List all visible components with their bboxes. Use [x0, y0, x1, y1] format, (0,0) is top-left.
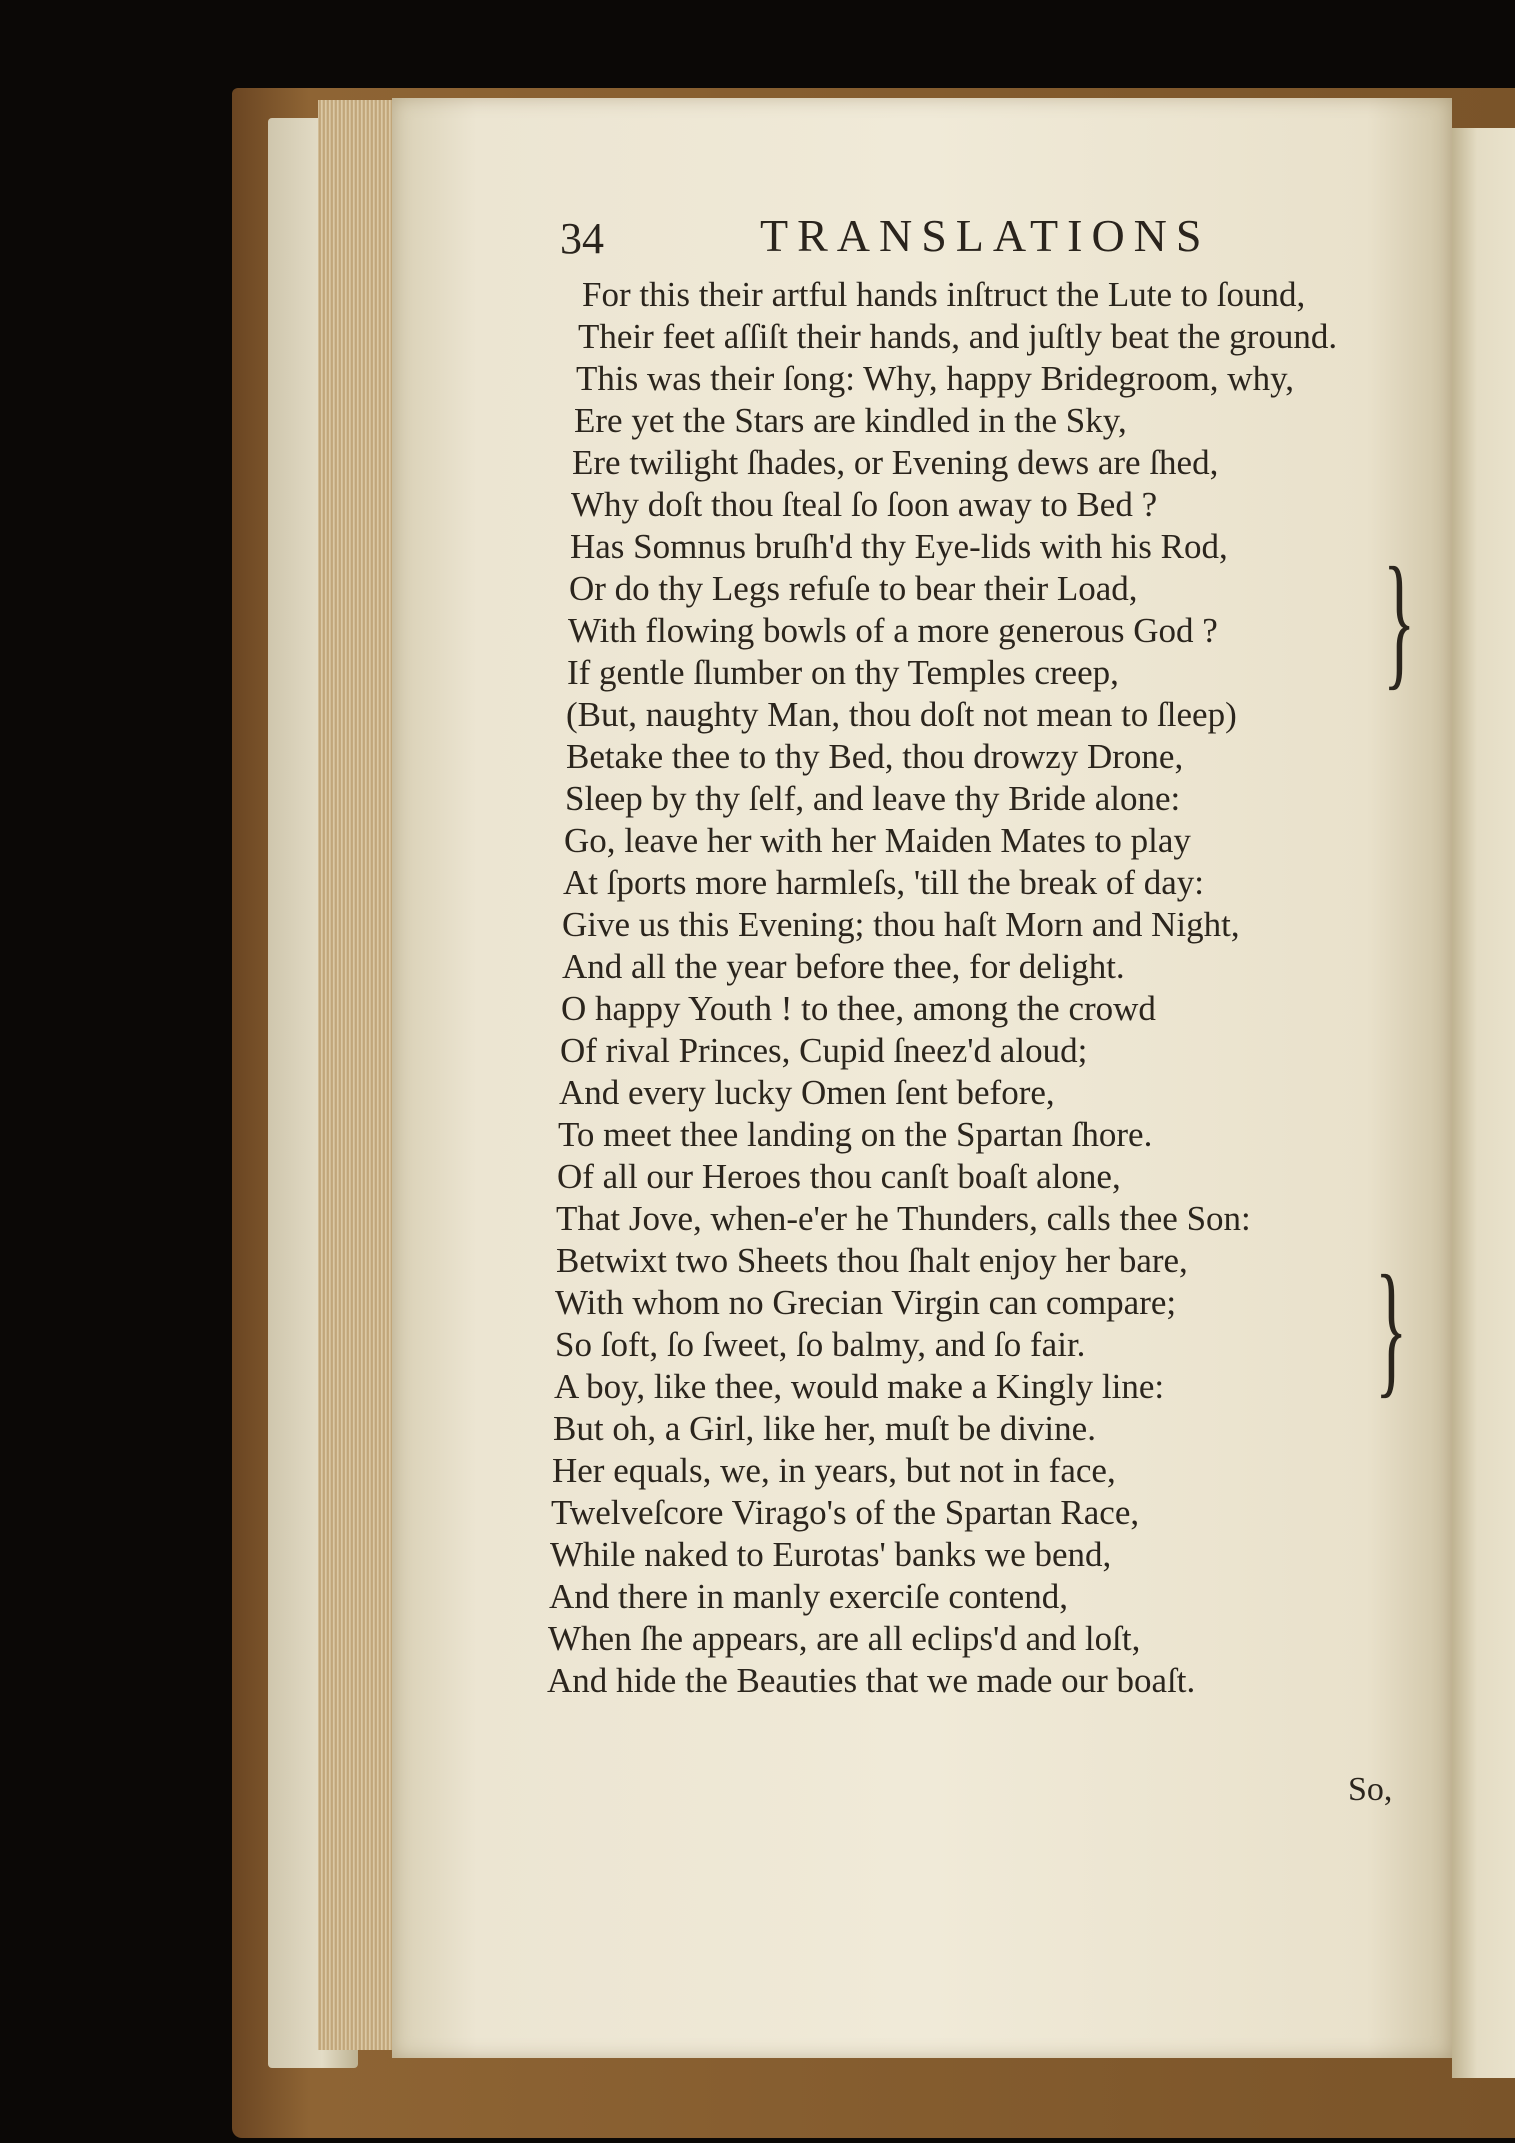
- poem-line: Betwixt two Sheets thou ſhalt enjoy her bare,: [556, 1241, 1188, 1280]
- poem-line: But oh, a Girl, like her, muſt be divine.: [553, 1409, 1096, 1448]
- poem-line: If gentle ſlumber on thy Temples creep,: [567, 653, 1119, 692]
- poem-line: O happy Youth ! to thee, among the crowd: [561, 989, 1156, 1028]
- poem-line: Of rival Princes, Cupid ſneez'd aloud;: [560, 1031, 1088, 1070]
- poem-line: A boy, like thee, would make a Kingly line:: [554, 1367, 1165, 1406]
- poem-line: And all the year before thee, for delight.: [562, 947, 1125, 986]
- poem-line: While naked to Eurotas' banks we bend,: [550, 1535, 1112, 1574]
- poem-line: Of all our Heroes thou canſt boaſt alone,: [557, 1157, 1121, 1196]
- poem-line: Their feet aſſiſt their hands, and juſtly beat the ground.: [578, 317, 1338, 356]
- poem-line: Or do thy Legs refuſe to bear their Load,: [569, 569, 1138, 608]
- poem-line: Ere twilight ſhades, or Evening dews are ſhed,: [572, 443, 1219, 482]
- triplet-brace: }: [1383, 537, 1416, 703]
- poem-line: Twelveſcore Virago's of the Spartan Race,: [551, 1493, 1140, 1532]
- poem-line: This was their ſong: Why, happy Bridegroom, why,: [576, 359, 1295, 398]
- poem-line: And there in manly exerciſe contend,: [549, 1577, 1068, 1616]
- poem-line: And every lucky Omen ſent before,: [559, 1073, 1055, 1112]
- poem-line: (But, naughty Man, thou doſt not mean to ſleep): [566, 695, 1237, 734]
- running-head: TRANSLATIONS: [760, 210, 1211, 261]
- page-number: 34: [560, 214, 604, 263]
- poem-line: At ſports more harmleſs, 'till the break of day:: [563, 863, 1205, 902]
- poem-line: To meet thee landing on the Spartan ſhore.: [558, 1115, 1153, 1154]
- poem-line: Give us this Evening; thou haſt Morn and Night,: [562, 905, 1240, 944]
- poem-line: Has Somnus bruſh'd thy Eye-lids with his Rod,: [570, 527, 1228, 566]
- poem-line: When ſhe appears, are all eclips'd and loſt,: [548, 1619, 1141, 1658]
- poem-line: For this their artful hands inſtruct the Lute to ſound,: [582, 275, 1306, 314]
- catchword: So,: [1348, 1771, 1393, 1808]
- poem-line: Betake thee to thy Bed, thou drowzy Drone,: [566, 737, 1184, 776]
- poem-line: With whom no Grecian Virgin can compare;: [555, 1283, 1177, 1322]
- poem-line: So ſoft, ſo ſweet, ſo balmy, and ſo fair.: [555, 1325, 1086, 1364]
- poem-line: Go, leave her with her Maiden Mates to play: [564, 821, 1191, 860]
- triplet-brace: }: [1375, 1245, 1408, 1411]
- poem-line: With flowing bowls of a more generous God ?: [568, 611, 1218, 650]
- poem-line: Sleep by thy ſelf, and leave thy Bride alone:: [565, 779, 1181, 818]
- poem-line: And hide the Beauties that we made our boaſt.: [547, 1661, 1196, 1700]
- poem-line: Ere yet the Stars are kindled in the Sky,: [574, 401, 1127, 440]
- poem-line: Why doſt thou ſteal ſo ſoon away to Bed ?: [571, 485, 1158, 524]
- poem-line: That Jove, when-e'er he Thunders, calls thee Son:: [556, 1199, 1251, 1238]
- poem-line: Her equals, we, in years, but not in face,: [552, 1451, 1116, 1490]
